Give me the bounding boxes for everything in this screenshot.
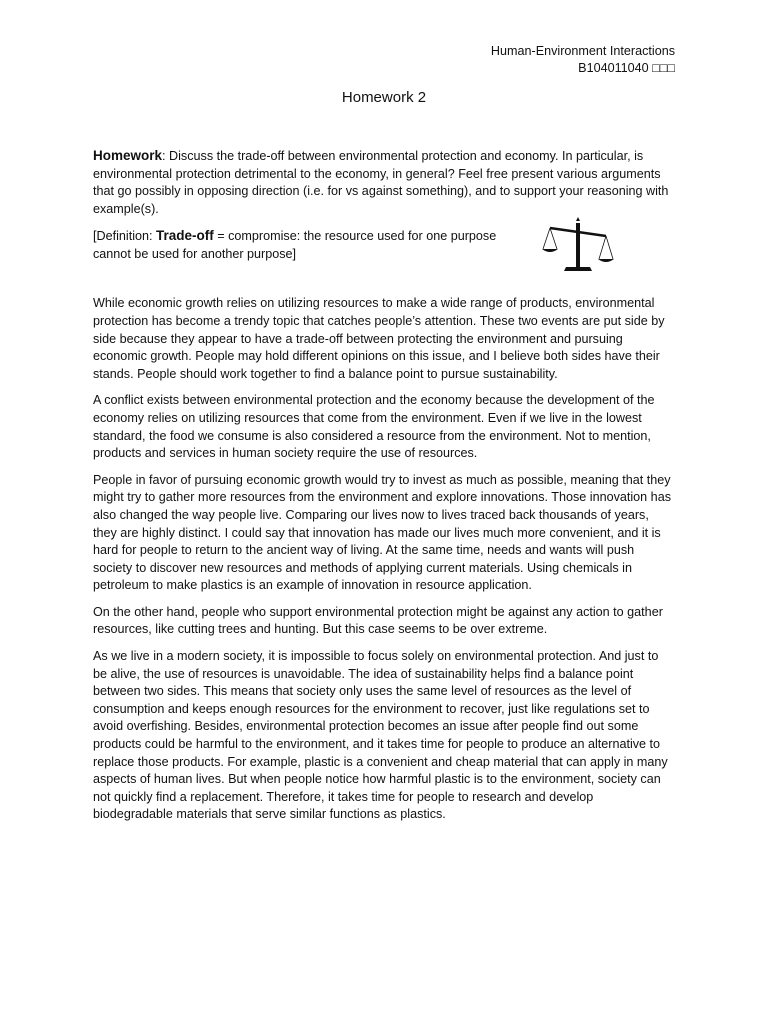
definition-term: Trade-off	[156, 228, 214, 244]
essay-paragraph-4: On the other hand, people who support environmental protection might be against any action to gather resources, like cutting trees and hunting. But this case seems to be over extreme.	[93, 604, 663, 637]
homework-prompt	[93, 147, 675, 218]
definition-prefix: [Definition:	[93, 229, 156, 244]
essay-paragraph-1: While economic growth relies on utilizing resources to make a wide range of products, environmental protection has become a trendy topic that catches people’s attention. These two events are put side by side because they appear to have a trade-off between protecting the environment and pursuing economic growth. People may hold different opinions on this issue, and I believe both sides have their stands. People should work together to find a balance point to pursue sustainability.	[93, 296, 665, 381]
essay-paragraph-2: A conflict exists between environmental protection and the economy because the development of the economy relies on utilizing resources that come from the environment. Even if we live in the lowest standard, the food we consume is also considered a resource from the environment. Not to mention, products and services in human society require the use of resources.	[93, 393, 655, 461]
course-name: Human-Environment Interactions	[490, 44, 675, 58]
homework-label: Homework	[93, 148, 163, 163]
essay-paragraph-3: People in favor of pursuing economic growth would try to invest as much as possible, meaning that they might try to gather more resources from the environment and explore innovations. Those innovation has also changed the way people live. Comparing our lives now to lives traced back thousands of years, they are highly distinct. I could say that innovation has made our lives much more convenient, and it is hard for people to return to the ancient way of living. At the same time, needs and wants will push society to discover new resources and methods of applying current materials. Using chemicals in petroleum to make plastics is an example of innovation in resource application.	[93, 472, 671, 593]
page-header	[491, 43, 675, 77]
definition-body: = compromise: the resource used for one purpose cannot be used for another purpose]	[93, 229, 497, 261]
definition-text	[93, 227, 533, 263]
homework-prompt-text: : Discuss the trade-off between environmental protection and economy. In particular, is environmental protection detrimental to the economy, in general? Feel free present various arguments that go possibly in opposing direction (i.e. for vs against something), and to support your reasoning with example(s).	[93, 149, 669, 216]
essay	[93, 295, 675, 824]
student-id: B104011040 □□□	[578, 61, 675, 75]
document-body	[93, 147, 675, 833]
definition-block	[93, 227, 675, 283]
balance-scale-icon	[542, 217, 614, 277]
essay-paragraph-5: As we live in a modern society, it is impossible to focus solely on environmental protection. And just to be alive, the use of resources is unavoidable. The idea of sustainability helps find a balance point between two sides. This means that society only uses the same level of resources as the level of consumption and keeps enough resources for the environment to recover, just like regulations set to avoid overfishing. Besides, environmental protection becomes an issue after people find out some products could be harmful to the environment, and it takes time for people to produce an alternative to replace those products. For example, plastic is a convenient and cheap material that can apply in many aspects of human lives. But when people notice how harmful plastic is to the environment, society can not quickly find a replacement. Therefore, it takes time for people to research and develop biodegradable materials that serve similar functions as plastics.	[93, 649, 668, 822]
document-title: Homework 2	[341, 89, 427, 106]
